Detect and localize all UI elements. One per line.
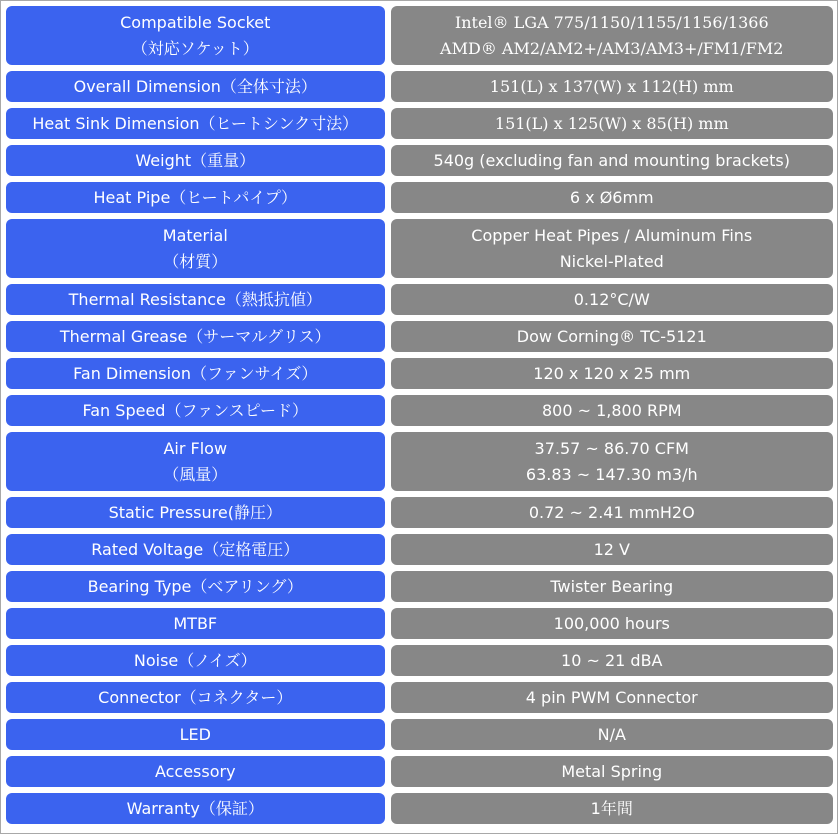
spec-label-line: Accessory [154, 761, 236, 781]
spec-label-line: Rated Voltage（定格電圧） [91, 539, 300, 559]
spec-value-line: 100,000 hours [553, 613, 670, 633]
spec-value [391, 682, 833, 713]
spec-label-line: Static Pressure(静圧） [108, 502, 282, 522]
spec-label [6, 6, 385, 65]
spec-label-line: Material [162, 225, 228, 245]
spec-label-line: Overall Dimension（全体寸法） [73, 76, 317, 96]
spec-row-material [6, 219, 833, 278]
spec-row-connector [6, 682, 833, 713]
spec-value [391, 793, 833, 824]
spec-label-line: Connector（コネクター） [98, 687, 293, 707]
spec-label [6, 284, 385, 315]
spec-label-line: （風量） [163, 464, 228, 484]
spec-label-line: Weight（重量） [135, 150, 256, 170]
spec-label-line: Fan Dimension（ファンサイズ） [73, 363, 318, 383]
spec-label [6, 534, 385, 565]
spec-value-line: Dow Corning® TC-5121 [516, 326, 707, 346]
spec-value-line: 4 pin PWM Connector [525, 687, 698, 707]
spec-row-heat-sink-dimension [6, 108, 833, 139]
spec-value [391, 534, 833, 565]
spec-label-line: Air Flow [163, 438, 228, 458]
spec-value-line: AMD® AM2/AM2+/AM3/AM3+/FM1/FM2 [440, 38, 784, 58]
spec-value-line: Nickel-Plated [559, 251, 664, 271]
spec-row-mtbf [6, 608, 833, 639]
spec-label [6, 719, 385, 750]
spec-row-air-flow [6, 432, 833, 491]
spec-value [391, 321, 833, 352]
spec-value-line: N/A [597, 724, 626, 744]
spec-value-line: 10 ~ 21 dBA [561, 650, 663, 670]
spec-label [6, 682, 385, 713]
spec-label-line: Bearing Type（ベアリング） [87, 576, 303, 596]
spec-row-warranty [6, 793, 833, 824]
spec-value [391, 145, 833, 176]
spec-row-fan-dimension [6, 358, 833, 389]
spec-label-line: Noise（ノイズ） [133, 650, 257, 670]
spec-value [391, 571, 833, 602]
spec-value-line: 151(L) x 125(W) x 85(H) mm [494, 113, 729, 133]
spec-value-line: 800 ~ 1,800 RPM [541, 400, 682, 420]
spec-row-thermal-resistance [6, 284, 833, 315]
spec-label-line: Thermal Resistance（熱抵抗値） [68, 289, 322, 309]
spec-value [391, 182, 833, 213]
spec-label-line: MTBF [173, 613, 218, 633]
spec-value-line: 151(L) x 137(W) x 112(H) mm [489, 76, 734, 96]
spec-label [6, 71, 385, 102]
spec-label [6, 321, 385, 352]
spec-row-compatible-socket [6, 6, 833, 65]
spec-value [391, 6, 833, 65]
spec-label-line: Warranty（保証） [126, 798, 264, 818]
spec-label [6, 571, 385, 602]
spec-row-overall-dimension [6, 71, 833, 102]
spec-value [391, 395, 833, 426]
spec-label-line: （材質） [163, 251, 228, 271]
spec-label [6, 108, 385, 139]
spec-row-noise [6, 645, 833, 676]
spec-label-line: （対応ソケット） [131, 38, 259, 58]
spec-row-rated-voltage [6, 534, 833, 565]
spec-value-line: 37.57 ~ 86.70 CFM [534, 438, 689, 458]
spec-label-line: Heat Sink Dimension（ヒートシンク寸法） [32, 113, 359, 133]
spec-label [6, 358, 385, 389]
spec-value-line: 120 x 120 x 25 mm [533, 363, 691, 383]
spec-row-accessory [6, 756, 833, 787]
spec-value [391, 71, 833, 102]
spec-row-fan-speed [6, 395, 833, 426]
spec-value-line: Twister Bearing [550, 576, 674, 596]
spec-row-weight [6, 145, 833, 176]
spec-label-line: Fan Speed（ファンスピード） [82, 400, 308, 420]
spec-value [391, 645, 833, 676]
spec-value-line: 0.72 ~ 2.41 mmH2O [528, 502, 695, 522]
spec-row-led [6, 719, 833, 750]
spec-value-line: 0.12°C/W [573, 289, 650, 309]
spec-value-line: Metal Spring [561, 761, 663, 781]
spec-label [6, 793, 385, 824]
spec-label [6, 432, 385, 491]
spec-value-line: Intel® LGA 775/1150/1155/1156/1366 [454, 12, 769, 32]
spec-label [6, 756, 385, 787]
spec-label [6, 608, 385, 639]
spec-label [6, 395, 385, 426]
spec-label-line: Heat Pipe（ヒートパイプ） [93, 187, 298, 207]
spec-label [6, 497, 385, 528]
spec-value [391, 219, 833, 278]
spec-value-line: 12 V [593, 539, 630, 559]
spec-value [391, 719, 833, 750]
spec-value [391, 497, 833, 528]
spec-value-line: 1年間 [590, 798, 633, 818]
spec-row-heat-pipe [6, 182, 833, 213]
spec-row-bearing-type [6, 571, 833, 602]
spec-value [391, 284, 833, 315]
spec-label-line: LED [179, 724, 211, 744]
spec-label [6, 145, 385, 176]
spec-value-line: 6 x Ø6mm [569, 187, 654, 207]
spec-value-line: 63.83 ~ 147.30 m3/h [525, 464, 698, 484]
spec-value [391, 108, 833, 139]
spec-value [391, 358, 833, 389]
spec-label-line: Thermal Grease（サーマルグリス） [59, 326, 331, 346]
spec-value [391, 608, 833, 639]
spec-label [6, 182, 385, 213]
spec-label [6, 645, 385, 676]
spec-value [391, 756, 833, 787]
spec-value [391, 432, 833, 491]
spec-row-thermal-grease [6, 321, 833, 352]
spec-label [6, 219, 385, 278]
spec-value-line: 540g (excluding fan and mounting brackets) [433, 150, 790, 170]
spec-label-line: Compatible Socket [120, 12, 271, 32]
spec-row-static-pressure [6, 497, 833, 528]
spec-table [6, 6, 833, 824]
spec-value-line: Copper Heat Pipes / Aluminum Fins [471, 225, 753, 245]
